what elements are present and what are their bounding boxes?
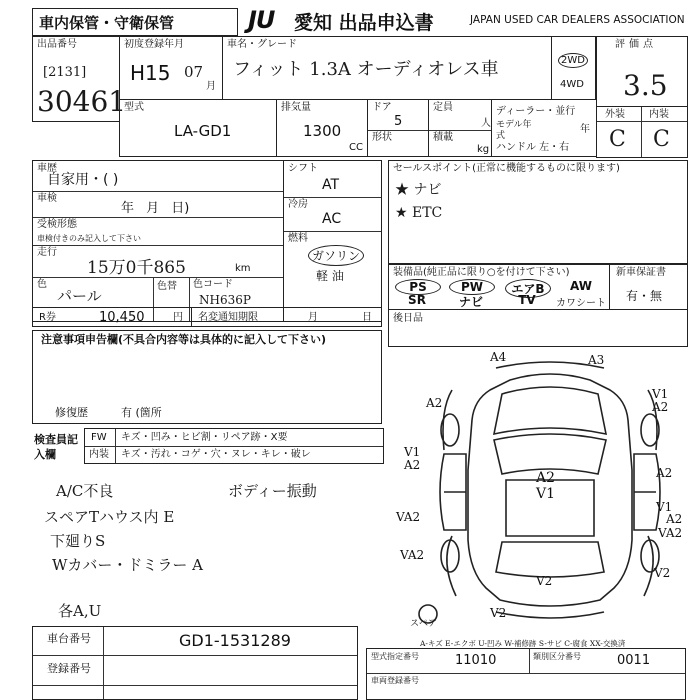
registration-label: 初度登録年月 (124, 39, 184, 50)
lot-sub-number: [2131] (43, 65, 87, 80)
codes-box (366, 648, 686, 700)
notice-month: 月 (308, 312, 318, 323)
type-label: 型式 (124, 102, 144, 113)
repair-label: 修復歴 (55, 406, 88, 419)
color-value: パール (57, 287, 102, 305)
ext-grade: C (609, 127, 626, 152)
displacement-label: 排気量 (281, 102, 311, 113)
equipment-label: 装備品(純正品に限り○を付けて下さい) (393, 267, 570, 278)
warranty-label: 新車保証書 (616, 267, 666, 278)
shape-label: 形状 (372, 132, 392, 143)
mark-right-front-v1a2: V1 A2 (652, 387, 669, 414)
repair-value: 有 (箇所 (121, 406, 162, 419)
doors-box (367, 99, 429, 157)
shift-label: シフト (288, 163, 318, 174)
attached-box (388, 309, 688, 347)
cooler-value: AC (322, 211, 342, 227)
reg-number-label: 登録番号 (47, 662, 91, 675)
month-unit: 月 (206, 81, 216, 92)
color-code-value: NH636P (199, 293, 251, 307)
notice-day: 日 (362, 312, 372, 323)
fuel-value-circled: ガソリン (308, 245, 364, 266)
model-year-label: モデル年式 (496, 120, 532, 141)
recycle-label: R券 (39, 312, 56, 323)
shift-value: AT (322, 177, 340, 193)
displacement-value: 1300 (303, 122, 342, 140)
recycle-unit: 円 (173, 312, 183, 323)
inspector-box (84, 428, 384, 464)
remark-4: 下廻りS (50, 532, 106, 550)
int-items: キズ・汚れ・コゲ・穴・ヌレ・キレ・破レ (121, 449, 311, 460)
damage-legend: A-キズ E-エクボ U-凹み W-補修跡 S-サビ C-腐食 XX-交換済 (420, 639, 626, 648)
mark-front-a3: A3 (588, 353, 605, 367)
lot-box (32, 36, 127, 122)
fuel-alt: 軽 油 (316, 269, 344, 283)
lot-label: 出品番号 (37, 39, 77, 50)
color-label: 色 (37, 279, 47, 290)
reg-code-label: 車両登録番号 (371, 676, 419, 685)
history-value: 自家用・( ) (47, 172, 119, 188)
equip-aw: AW (570, 279, 592, 293)
mark-left-rear-va2: VA2 (396, 510, 421, 524)
model-code-value: 11010 (455, 653, 497, 668)
mark-right-rear-v2: V2 (654, 566, 671, 580)
registration-box (119, 36, 223, 100)
equip-sr: SR (408, 293, 426, 307)
notice-label: 名変通知期限 (198, 312, 258, 323)
mileage-value: 15万0千865 (87, 258, 186, 278)
equip-pw: PW (449, 279, 495, 295)
mark-left-quarter-va2: VA2 (400, 548, 425, 562)
remark-1: A/C不良 (56, 482, 114, 500)
type-box (119, 99, 277, 157)
int-items-label: 内装 (89, 449, 109, 460)
cooler-label: 冷房 (288, 199, 308, 210)
sales-point-1: ★ ナビ (395, 182, 442, 198)
sales-point-2: ★ ETC (395, 205, 443, 221)
equipment-box (388, 264, 610, 310)
equip-navi: ナビ (458, 295, 483, 309)
recycle-value: 10,450 (99, 310, 145, 325)
category-label: 類別区分番号 (533, 652, 581, 661)
chassis-label: 車台番号 (47, 632, 91, 645)
equip-airbag: エアB (505, 279, 551, 298)
equip-leather-seat: カワシート (556, 298, 606, 309)
history-label: 車歴 (37, 163, 57, 174)
notes-label: 注意事項申告欄(不具合内容等は具体的に記入して下さい) (41, 333, 327, 346)
repaint-label: 色替 (157, 281, 177, 292)
displacement-box (276, 99, 368, 157)
remark-2: ボディー振動 (228, 482, 317, 500)
drive-2wd-circled: 2WD (558, 53, 588, 68)
equip-tv: TV (518, 293, 536, 307)
doors-value: 5 (394, 114, 403, 129)
mark-right-quarter-a2: A2 (666, 512, 683, 526)
acceptance-label: 受検形態 (37, 219, 77, 230)
load-label: 積載 (433, 132, 453, 143)
drive-4wd: 4WD (560, 79, 584, 90)
dealer-box (491, 99, 597, 157)
mark-left-door-v1a2: V1 A2 (404, 445, 421, 472)
acceptance-note: 車検付きのみ記入して下さい (37, 234, 141, 243)
grade-label: 評価点 (615, 39, 657, 50)
remark-3: スペアTハウス内 E (44, 508, 175, 526)
chassis-box (32, 626, 358, 700)
color-code-label: 色コード (193, 279, 233, 290)
ju-logo: JU (248, 6, 275, 34)
inspector-label: 検査員記入欄 (34, 433, 78, 461)
notes-box (32, 330, 382, 424)
int-label: 内装 (649, 109, 669, 120)
doors-label: ドア (372, 102, 392, 113)
inspection-value: 年 月 日) (121, 201, 190, 216)
mark-rear-bumper-v2: V2 (490, 606, 507, 620)
drive-box (551, 36, 596, 100)
vehicle-box (32, 160, 284, 322)
page-title: 愛知 出品申込書 (294, 12, 434, 34)
handle-label: ハンドル 左・右 (496, 142, 570, 153)
grade-value: 3.5 (623, 69, 668, 102)
lot-number: 30461 (37, 85, 127, 118)
capacity-unit: 人 (481, 118, 491, 129)
mark-front-a4: A4 (490, 350, 507, 364)
ext-int-box (596, 106, 688, 158)
registration-year: H15 (130, 61, 171, 85)
keep-label-box (32, 8, 238, 36)
model-box (222, 36, 552, 100)
category-value: 0011 (617, 653, 651, 668)
registration-month: 07 (184, 63, 204, 81)
mark-left-front-a2: A2 (426, 396, 443, 410)
warranty-value: 有・無 (626, 289, 663, 303)
model-code-label: 型式指定番号 (371, 652, 419, 661)
mark-right-quarter-va2: VA2 (658, 526, 683, 540)
dealer-label: ディーラー・並行 (496, 106, 576, 117)
attached-label: 後日品 (393, 313, 423, 324)
ext-label: 外装 (605, 109, 625, 120)
mark-right-door-a2: A2 (656, 466, 673, 480)
year-unit: 年 (580, 124, 590, 135)
page-subtitle: JAPAN USED CAR DEALERS ASSOCIATION (470, 14, 685, 26)
options-box (283, 160, 382, 322)
warranty-box (609, 264, 688, 310)
fuel-label: 燃料 (288, 233, 308, 244)
notice-box (191, 307, 382, 327)
sales-points-box (388, 160, 688, 264)
model-label: 車名・グレード (227, 39, 297, 50)
keep-label: 車内保管・守衛保管 (39, 14, 175, 32)
remark-6: 各A,U (58, 602, 102, 620)
sales-points-label: セールスポイント(正常に機能するものに限ります) (393, 163, 620, 174)
spare-label: スペア (410, 619, 438, 629)
int-grade: C (653, 127, 670, 152)
mark-roof-a2v1: A2 V1 (536, 470, 556, 502)
model-value: フィット 1.3A オーディオレス車 (233, 59, 499, 80)
fw-items: キズ・凹み・ヒビ割・リペア跡・X要 (121, 432, 288, 443)
type-value: LA-GD1 (174, 122, 232, 140)
capacity-label: 定員 (433, 102, 453, 113)
inspection-label: 車検 (37, 193, 57, 204)
fw-label: FW (91, 432, 107, 443)
mark-right-door-v1: V1 (656, 500, 673, 514)
equip-ps: PS (395, 279, 441, 295)
mileage-label: 走行 (37, 247, 57, 258)
recycle-box (32, 307, 192, 327)
cc-unit: CC (349, 142, 363, 153)
mileage-unit: km (235, 263, 251, 274)
capacity-box (428, 99, 492, 157)
chassis-value: GD1-1531289 (179, 631, 291, 650)
remark-5: Wカバー・ドミラー A (52, 556, 204, 574)
load-unit: kg (477, 144, 490, 155)
mark-rear-v2: V2 (536, 574, 553, 588)
